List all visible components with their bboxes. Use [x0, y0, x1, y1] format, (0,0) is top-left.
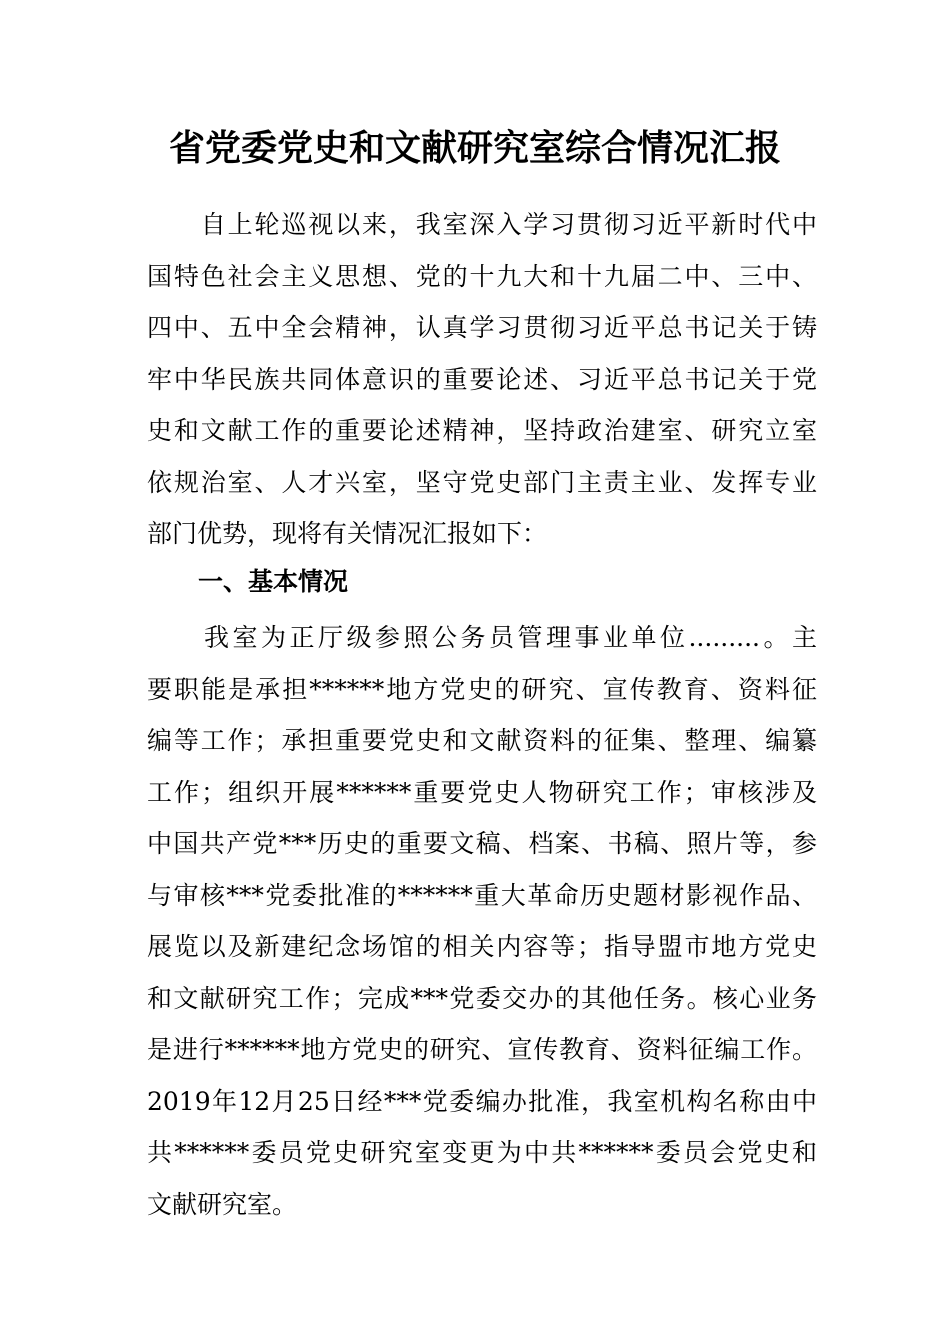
section-heading-basic-info: 一、基本情况 [198, 567, 349, 596]
paragraph-line: 是进行******地方党史的研究、宣传教育、资料征编工作。 [147, 1035, 817, 1064]
paragraph-line: 四中、五中全会精神，认真学习贯彻习近平总书记关于铸 [147, 313, 817, 342]
paragraph-line: 展览以及新建纪念场馆的相关内容等；指导盟市地方党史 [147, 932, 817, 961]
paragraph-line: 依规治室、人才兴室，坚守党史部门主责主业、发挥专业 [147, 467, 817, 497]
paragraph-line: 自上轮巡视以来，我室深入学习贯彻习近平新时代中 [147, 210, 817, 239]
paragraph-basic-info [147, 612, 817, 1230]
paragraph-line: 要职能是承担******地方党史的研究、宣传教育、资料征 [147, 674, 817, 704]
paragraph-line: 部门优势，现将有关情况汇报如下： [147, 519, 548, 548]
paragraph-line: 国特色社会主义思想、党的十九大和十九届二中、三中、 [147, 261, 817, 291]
paragraph-line: 共******委员党史研究室变更为中共******委员会党史和 [147, 1138, 817, 1167]
paragraph-line: 牢中华民族共同体意识的重要论述、习近平总书记关于党 [147, 364, 817, 394]
paragraph-line: 工作；组织开展******重要党史人物研究工作；审核涉及 [147, 777, 817, 807]
paragraph-intro [147, 199, 817, 560]
document-title: 省党委党史和文献研究室综合情况汇报 [168, 127, 781, 169]
paragraph-line: 2019年12月25日经***党委编办批准，我室机构名称由中 [147, 1086, 817, 1116]
paragraph-line: 编等工作；承担重要党史和文献资料的征集、整理、编纂 [147, 726, 817, 755]
paragraph-line: 文献研究室。 [147, 1189, 298, 1219]
paragraph-line: 我室为正厅级参照公务员管理事业单位.........。主 [147, 623, 817, 652]
paragraph-line: 和文献研究工作；完成***党委交办的其他任务。核心业务 [147, 983, 817, 1013]
paragraph-line: 史和文献工作的重要论述精神，坚持政治建室、研究立室 [147, 416, 817, 445]
paragraph-line: 与审核***党委批准的******重大革命历史题材影视作品、 [147, 880, 817, 910]
paragraph-line: 中国共产党***历史的重要文稿、档案、书稿、照片等，参 [147, 829, 817, 858]
